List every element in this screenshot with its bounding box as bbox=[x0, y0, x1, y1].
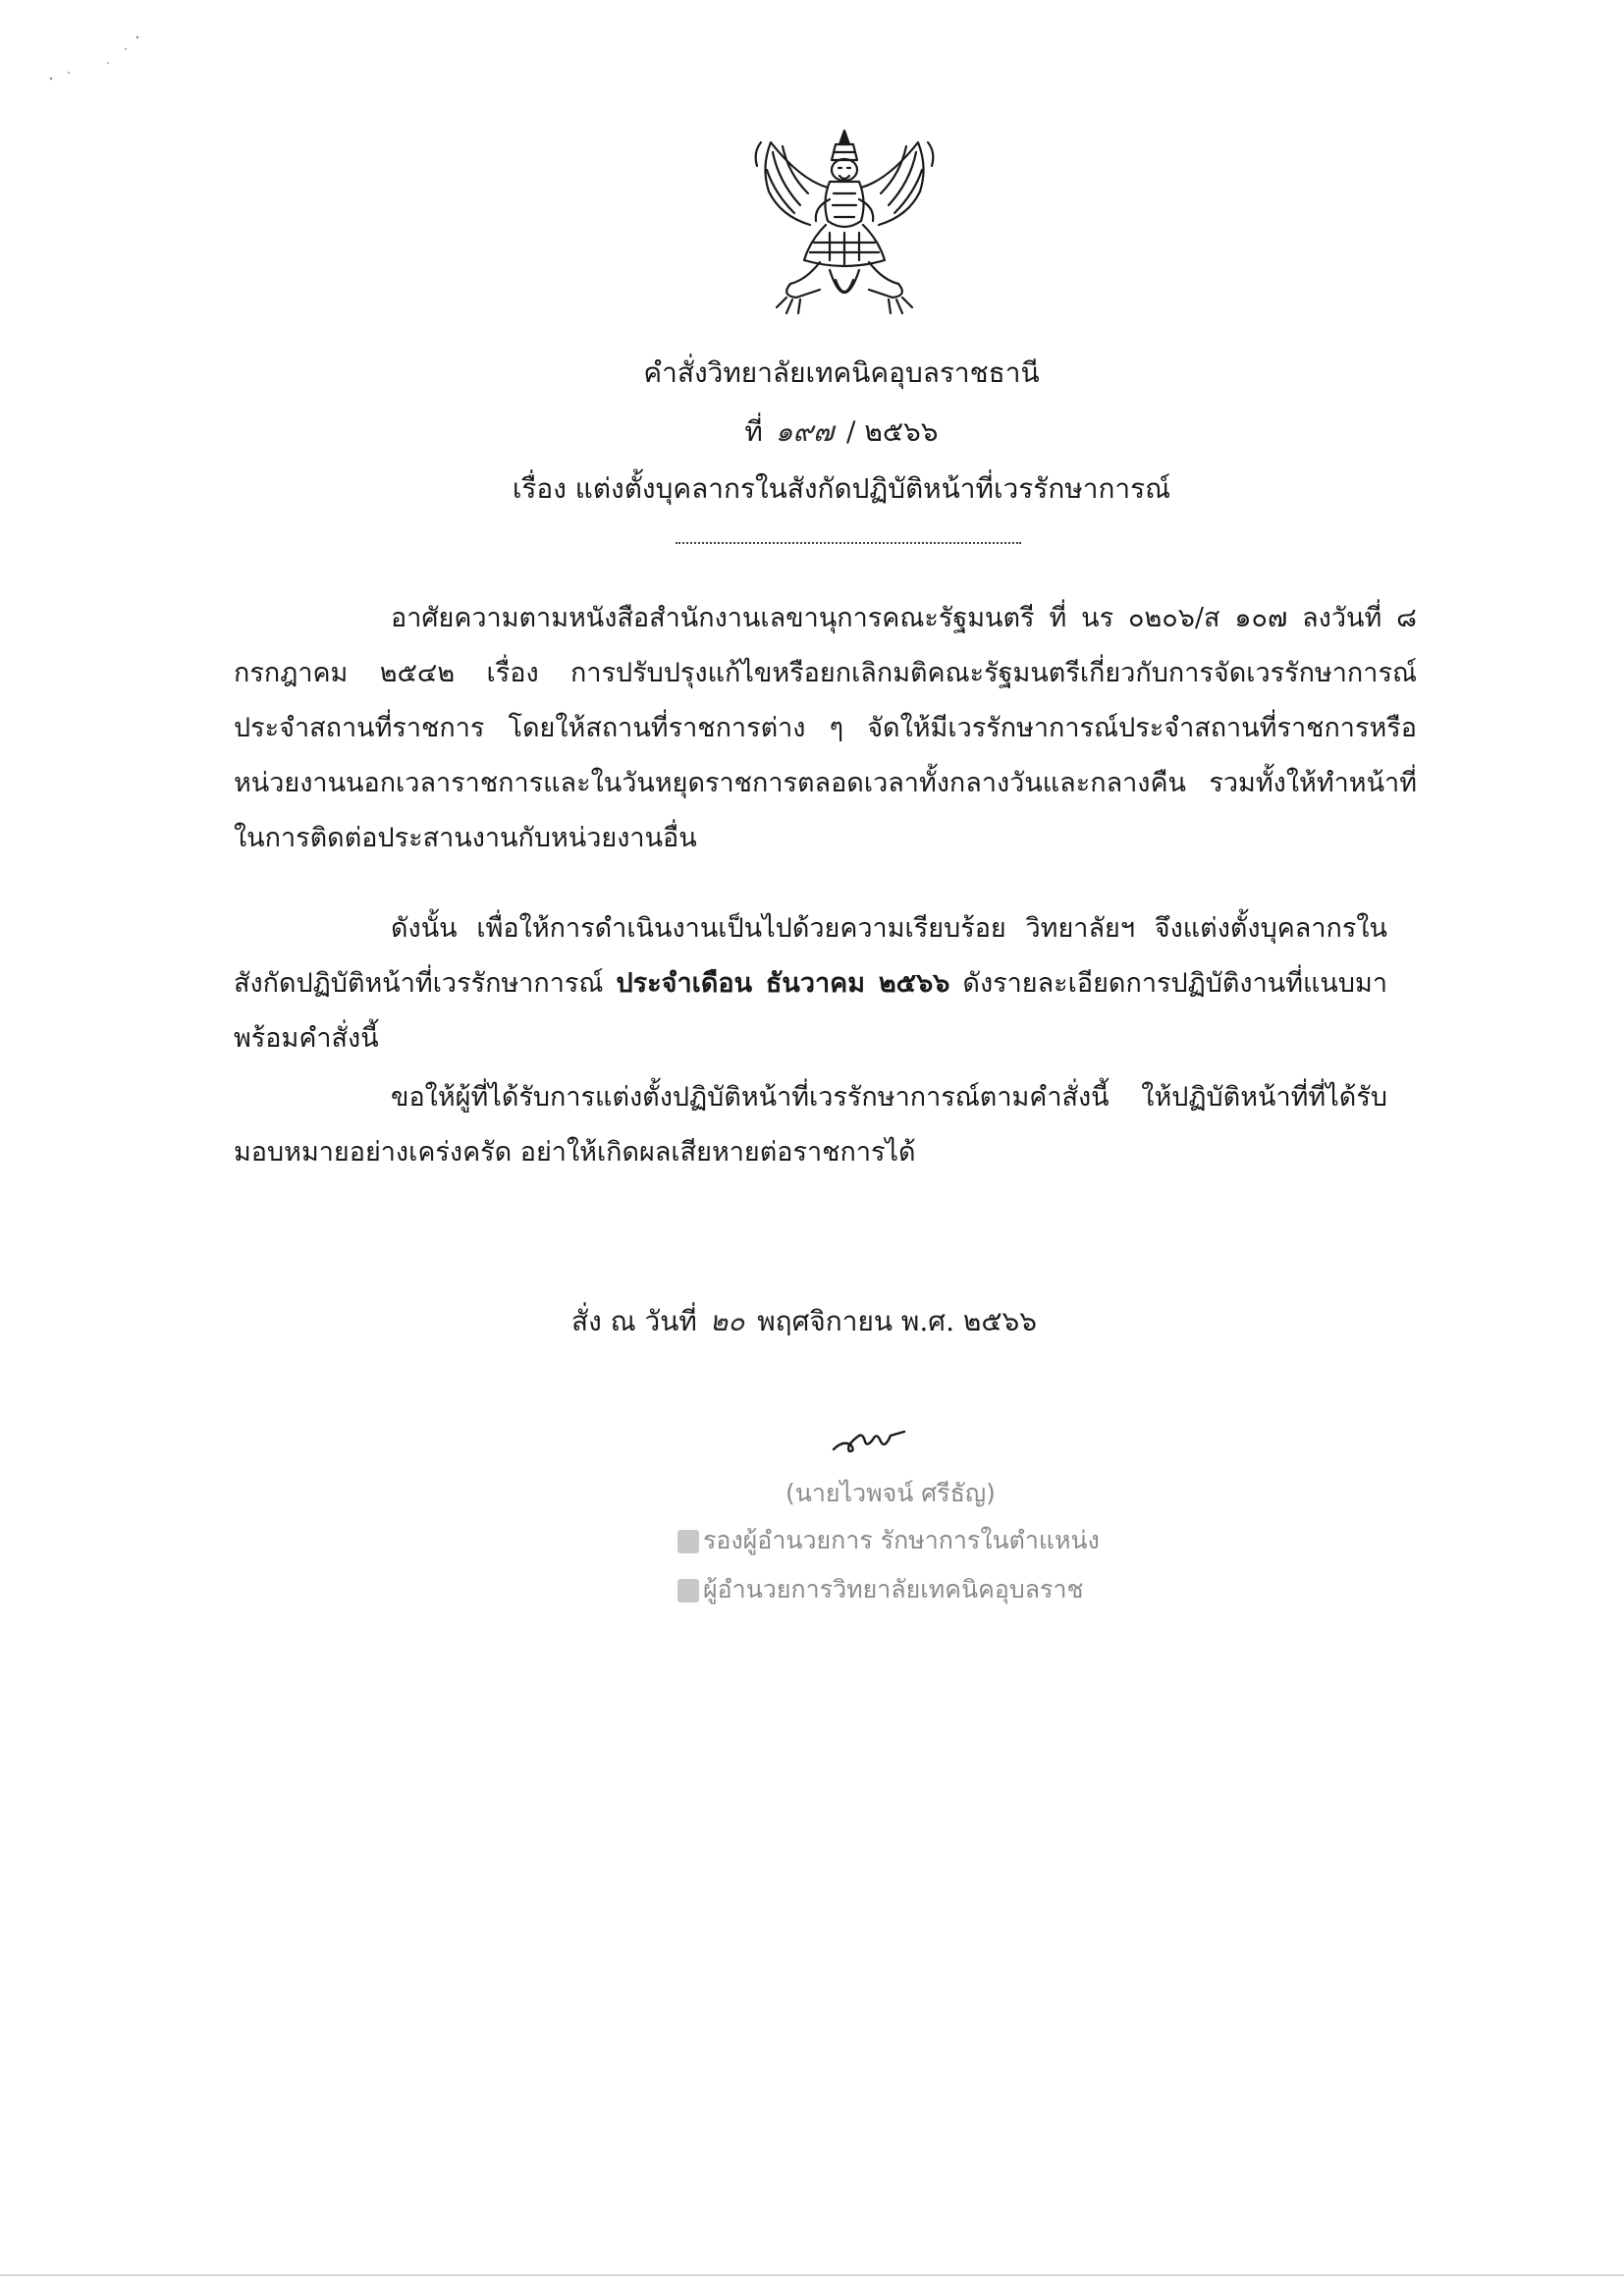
paragraph-2-text-a: ดังนั้น เพื่อให้การดำเนินงานเป็นไปด้วยความเรียบร้อย วิทยาลัยฯ จึงแต่งตั้งบุคลากรในสังกัดปฏิบัติหน้าที่เวรรักษาการณ์ bbox=[234, 913, 1387, 999]
stamp-smudge-icon bbox=[677, 1530, 699, 1553]
garuda-emblem-icon bbox=[731, 123, 957, 329]
scan-bottom-edge bbox=[0, 2274, 1624, 2276]
paragraph-1: อาศัยความตามหนังสือสำนักงานเลขานุการคณะรัฐมนตรี ที่ นร ๐๒๐๖/ส ๑๐๗ ลงวันที่ ๘ กรกฎาคม ๒๕๔๒ เรื่อง การปรับปรุงแก้ไขหรือยกเลิกมติคณะรัฐมนตรีเกี่ยวกับการจัดเวรรักษาการณ์ประจำสถานที่ราชการ โดยให้สถานที่ราชการต่าง ๆ จัดให้มีเวรรักษาการณ์ประจำสถานที่ราชการหรือหน่วยงานนอกเวลาราชการและในวันหยุดราชการตลอดเวลาทั้งกลางวันและกลางคืน รวมทั้งให้ทำหน้าที่ในการติดต่อประสานงานกับหน่วยงานอื่น bbox=[234, 603, 1417, 853]
paragraph-3: ขอให้ผู้ที่ได้รับการแต่งตั้งปฏิบัติหน้าที่เวรรักษาการณ์ตามคำสั่งนี้ ให้ปฏิบัติหน้าที่ที่ได้รับมอบหมายอย่างเคร่งครัด อย่าให้เกิดผลเสียหายต่อราชการได้ bbox=[234, 1082, 1387, 1168]
order-number bbox=[29, 412, 1624, 452]
order-number-prefix: ที่ bbox=[744, 415, 763, 448]
signatory-position-2 bbox=[677, 1575, 1139, 1604]
order-title: คำสั่งวิทยาลัยเทคนิคอุบลราชธานี bbox=[643, 356, 1040, 389]
paragraph-2-bold-month: ประจำเดือน ธันวาคม ๒๕๖๖ bbox=[616, 968, 950, 999]
order-number-handwritten: ๑๙๗ bbox=[775, 415, 835, 448]
order-subject: เรื่อง แต่งตั้งบุคลากรในสังกัดปฏิบัติหน้าที่เวรรักษาการณ์ bbox=[512, 472, 1171, 505]
paragraph-2-text-b: ดังรายละเอียดการปฏิบัติงานที่แนบมาพร้อมคำสั่งนี้ bbox=[234, 968, 1387, 1054]
paragraph-2 bbox=[234, 901, 1387, 1066]
signatory-position-1 bbox=[677, 1526, 1139, 1555]
order-date-prefix: สั่ง ณ วันที่ bbox=[571, 1305, 697, 1337]
order-date-day-handwritten: ๒๐ bbox=[709, 1305, 745, 1337]
stamp-smudge-icon bbox=[677, 1579, 699, 1603]
signatory-name: (นายไวพจน์ ศรีธัญ) bbox=[785, 1479, 996, 1507]
signatory-position-1-text: รองผู้อำนวยการ รักษาการในตำแหน่ง bbox=[703, 1526, 1100, 1554]
scan-specks bbox=[39, 29, 167, 88]
handwritten-signature bbox=[830, 1422, 908, 1457]
order-number-suffix: / ๒๕๖๖ bbox=[846, 415, 939, 448]
order-date bbox=[571, 1302, 1037, 1341]
signatory-position-2-text: ผู้อำนวยการวิทยาลัยเทคนิคอุบลราช bbox=[703, 1575, 1084, 1604]
separator-dotted-line bbox=[676, 542, 1021, 544]
order-date-suffix: พฤศจิกายน พ.ศ. ๒๕๖๖ bbox=[757, 1305, 1038, 1337]
